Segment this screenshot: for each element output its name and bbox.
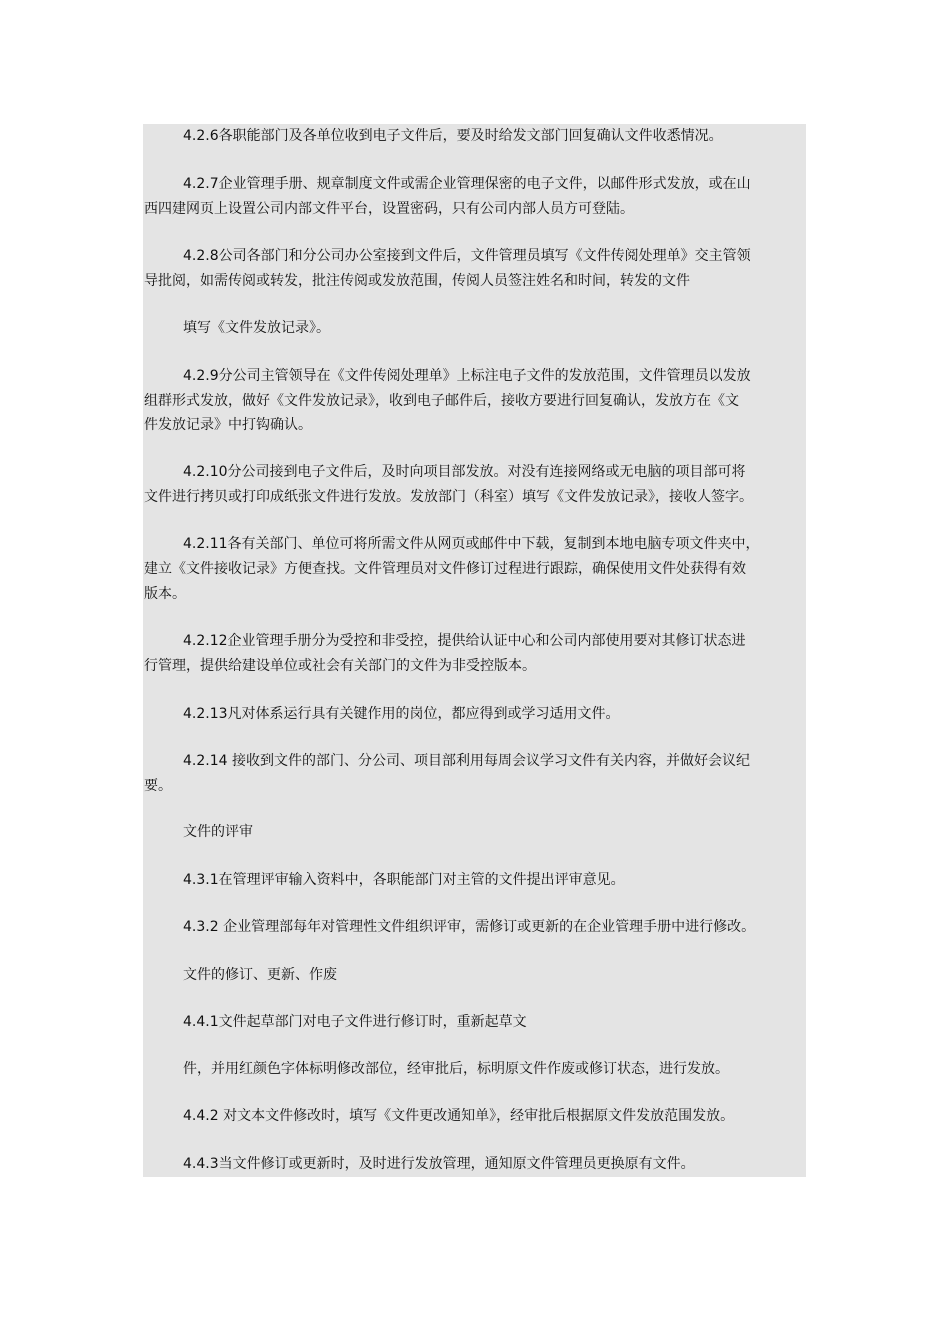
clause-4-2-8-tail: 填写《文件发放记录》。 bbox=[183, 320, 330, 336]
clause-4-2-9: 4.2.9分公司主管领导在《文件传阅处理单》上标注电子文件的发放范围，文件管理员以发放 bbox=[183, 368, 751, 384]
clause-4-4-2: 4.4.2 对文本文件修改时，填写《文件更改通知单》，经审批后根据原文件发放范围发放。 bbox=[183, 1108, 735, 1124]
clause-4-2-11: 4.2.11各有关部门、单位可将所需文件从网页或邮件中下载，复制到本地电脑专项文件夹中， bbox=[183, 536, 760, 552]
clause-4-2-9-cont: 组群形式发放，做好《文件发放记录》，收到电子邮件后，接收方要进行回复确认，发放方在《文 bbox=[144, 393, 739, 409]
clause-4-2-10: 4.2.10分公司接到电子文件后，及时向项目部发放。对没有连接网络或无电脑的项目部可将 bbox=[183, 464, 746, 480]
clause-4-2-6: 4.2.6各职能部门及各单位收到电子文件后，要及时给发文部门回复确认文件收悉情况。 bbox=[183, 128, 723, 144]
clause-4-2-14: 4.2.14 接收到文件的部门、分公司、项目部利用每周会议学习文件有关内容，并做好会议纪 bbox=[183, 753, 750, 769]
section-heading-revision: 文件的修订、更新、作废 bbox=[183, 967, 337, 983]
clause-4-4-1-cont: 件，并用红颜色字体标明修改部位，经审批后，标明原文件作废或修订状态，进行发放。 bbox=[183, 1061, 729, 1077]
clause-4-2-13: 4.2.13凡对体系运行具有关键作用的岗位，都应得到或学习适用文件。 bbox=[183, 706, 620, 722]
clause-4-2-8-cont: 导批阅，如需传阅或转发，批注传阅或发放范围，传阅人员签注姓名和时间，转发的文件 bbox=[144, 273, 690, 289]
clause-4-3-1: 4.3.1在管理评审输入资料中，各职能部门对主管的文件提出评审意见。 bbox=[183, 872, 625, 888]
clause-4-3-2: 4.3.2 企业管理部每年对管理性文件组织评审，需修订或更新的在企业管理手册中进行修改。 bbox=[183, 919, 756, 935]
clause-4-2-7: 4.2.7企业管理手册、规章制度文件或需企业管理保密的电子文件，以邮件形式发放，或在山 bbox=[183, 176, 751, 192]
clause-4-2-11-cont: 建立《文件接收记录》方便查找。文件管理员对文件修订过程进行跟踪，确保使用文件处获得有效 bbox=[144, 561, 746, 577]
clause-4-2-10-cont: 文件进行拷贝或打印成纸张文件进行发放。发放部门（科室）填写《文件发放记录》，接收人签字。 bbox=[144, 489, 753, 505]
clause-4-4-3: 4.4.3当文件修订或更新时，及时进行发放管理，通知原文件管理员更换原有文件。 bbox=[183, 1156, 695, 1172]
clause-4-2-12: 4.2.12企业管理手册分为受控和非受控，提供给认证中心和公司内部使用要对其修订状态进 bbox=[183, 633, 746, 649]
clause-4-2-9-cont2: 件发放记录》中打钩确认。 bbox=[144, 417, 312, 433]
clause-4-2-8: 4.2.8公司各部门和分公司办公室接到文件后，文件管理员填写《文件传阅处理单》交主管领 bbox=[183, 248, 751, 264]
clause-4-2-12-cont: 行管理，提供给建设单位或社会有关部门的文件为非受控版本。 bbox=[144, 658, 536, 674]
clause-4-2-14-cont: 要。 bbox=[144, 778, 172, 794]
clause-4-4-1: 4.4.1文件起草部门对电子文件进行修订时，重新起草文 bbox=[183, 1014, 527, 1030]
section-heading-review: 文件的评审 bbox=[183, 824, 253, 840]
clause-4-2-7-cont: 西四建网页上设置公司内部文件平台，设置密码，只有公司内部人员方可登陆。 bbox=[144, 201, 634, 217]
clause-4-2-11-cont2: 版本。 bbox=[144, 586, 186, 602]
